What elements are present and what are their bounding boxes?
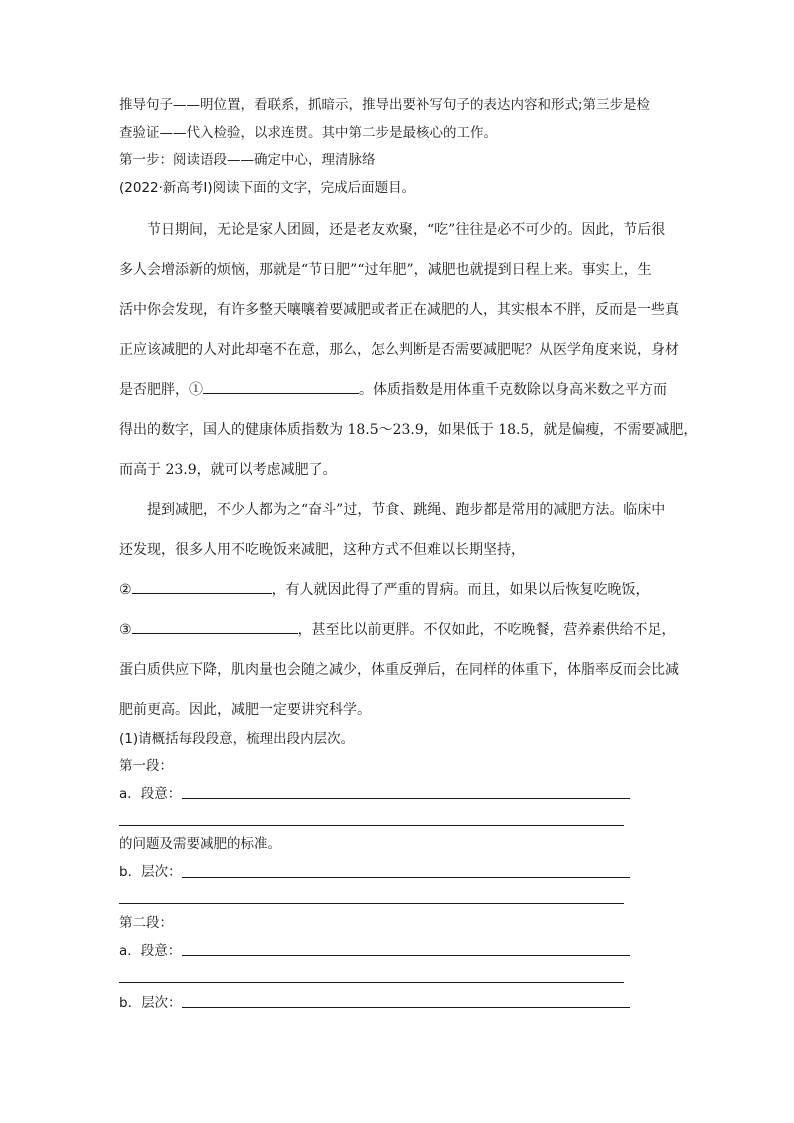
blank-2-suffix: ，有人就因此得了严重的胃病。而且，如果以后恢复吃晚饭， xyxy=(271,582,650,598)
section-1-meaning-answer-line-2[interactable] xyxy=(119,825,624,826)
passage-line: 蛋白质供应下降，肌肉量也会随之减少，体重反弹后，在同样的体重下，体脂率反而会比减 xyxy=(119,662,679,678)
step-one-heading: 第一步：阅读语段——确定中心，理清脉络 xyxy=(119,152,376,168)
intro-line-2: 查验证——代入检验，以求连贯。其中第二步是最核心的工作。 xyxy=(119,125,497,141)
section-1-meaning-answer-line[interactable] xyxy=(182,798,630,799)
section-1-layers-answer-line-2[interactable] xyxy=(119,903,624,904)
passage-line: 提到减肥，不少人都为之“奋斗”过，节食、跳绳、跑步都是常用的减肥方法。临床中 xyxy=(147,502,666,518)
passage-line: 多人会增添新的烦恼，那就是“节日肥”“过年肥”，减肥也就提到日程上来。事实上，生 xyxy=(119,262,652,278)
question-1: (1)请概括每段段意，梳理出段内层次。 xyxy=(119,731,355,747)
passage-line: 还发现，很多人用不吃晚饭来减肥，这种方式不但难以长期坚持， xyxy=(119,542,525,558)
section-2-title: 第二段： xyxy=(119,915,173,931)
passage-line-blank-1 xyxy=(119,378,674,402)
passage-line: 节日期间，无论是家人团圆，还是老友欢聚，“吃”往往是必不可少的。因此，节后很 xyxy=(147,222,666,238)
section-1-meaning-label: a．段意： xyxy=(119,786,182,802)
section-1-layers-answer-line[interactable] xyxy=(182,877,630,878)
section-2-layers-label: b．层次： xyxy=(119,995,182,1011)
passage-line: 而高于 23.9，就可以考虑减肥了。 xyxy=(119,462,337,478)
fill-blank-3[interactable] xyxy=(132,618,298,634)
blank-1-prefix: 是否肥胖，① xyxy=(119,382,203,398)
passage-line-blank-3 xyxy=(119,618,674,642)
passage-line: 活中你会发现，有许多整天嚷嚷着要减肥或者正在减肥的人，其实根本不胖，反而是一些真 xyxy=(119,302,679,318)
blank-2-prefix: ② xyxy=(119,582,132,598)
section-2-layers-answer-line[interactable] xyxy=(182,1007,630,1008)
section-2-meaning-label: a．段意： xyxy=(119,943,182,959)
section-2-meaning-answer-line-2[interactable] xyxy=(119,982,624,983)
section-2-meaning-answer-line[interactable] xyxy=(182,955,630,956)
blank-1-suffix: 。体质指数是用体重千克数除以身高米数之平方而 xyxy=(359,382,667,398)
section-1-layers-label: b．层次： xyxy=(119,864,182,880)
fill-blank-2[interactable] xyxy=(132,578,272,594)
exercise-source: (2022·新高考Ⅰ)阅读下面的文字，完成后面题目。 xyxy=(119,180,416,196)
passage-line: 正应该减肥的人对此却毫不在意，那么，怎么判断是否需要减肥呢？从医学角度来说，身材 xyxy=(119,342,679,358)
section-1-tail-text: 的问题及需要减肥的标准。 xyxy=(119,836,281,852)
blank-3-suffix: ，甚至比以前更胖。不仅如此，不吃晚餐，营养素供给不足， xyxy=(297,622,676,638)
fill-blank-1[interactable] xyxy=(203,378,359,394)
passage-line: 得出的数字，国人的健康体质指数为 18.5～23.9，如果低于 18.5，就是偏瘦，不需要减肥， xyxy=(119,422,698,438)
blank-3-prefix: ③ xyxy=(119,622,132,638)
section-1-title: 第一段： xyxy=(119,758,173,774)
passage-line-blank-2 xyxy=(119,578,674,602)
passage-line: 肥前更高。因此，减肥一定要讲究科学。 xyxy=(119,702,371,718)
intro-line-1: 推导句子——明位置，看联系，抓暗示，推导出要补写句子的表达内容和形式;第三步是检 xyxy=(119,97,651,113)
